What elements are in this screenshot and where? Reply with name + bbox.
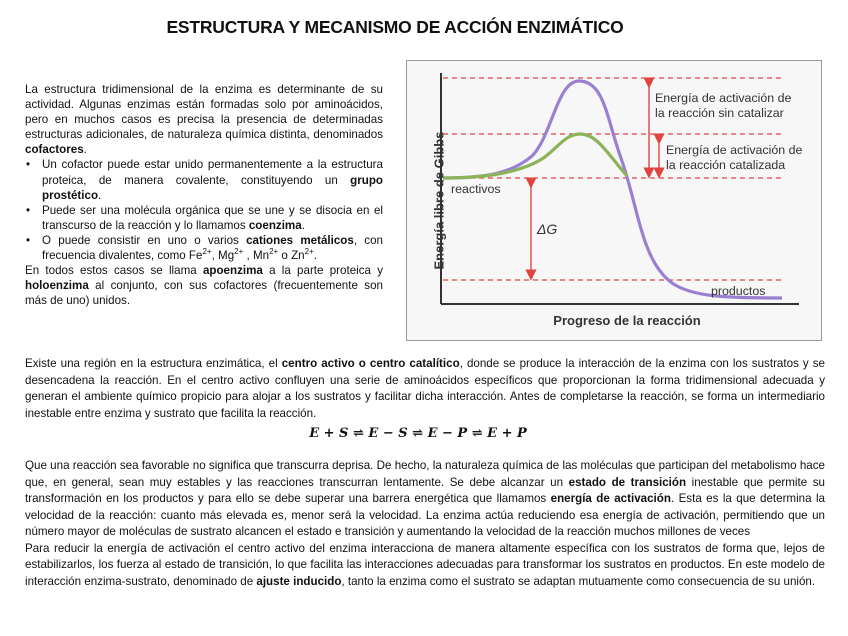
catalyzed-energy-label: Energía de activación de la reacción catalizada (666, 143, 803, 172)
activation-energy-figure (406, 60, 822, 341)
list-item: • Puede ser una molécula orgánica que se une y se disocia en el transcurso de la reacción y lo llamamos coenzima. (25, 203, 383, 233)
term-apoenzima: apoenzima (202, 264, 263, 278)
cofactor-list (25, 157, 383, 263)
page-title: ESTRUCTURA Y MECANISMO DE ACCIÓN ENZIMÁTICO (166, 17, 624, 37)
list-item: • O puede consistir en uno o varios cationes metálicos, con frecuencia divalentes, como $Fe^{2+}$, $Mg^{2+}$ , $Mn^{2+}$ o $Zn^{2+}$. (25, 233, 383, 263)
active-site-paragraph: Existe una región en la estructura enzimática, el centro activo o centro catalítico, donde se produce la interacción de la enzima con los sustratos y se desencadena la reacción. En el centro activo confluyen una serie de aminoácidos específicos que proporcionan la forma tridimensional adecuada y generan el ambiente químico propicio para alojar a los sustratos y facilitar dicha interacción. Antes de completarse la reacción, se forma un intermediario inestable entre enzima y sustrato que facilita la reacción. (25, 357, 826, 420)
x-axis-label: Progreso de la reacción (553, 313, 701, 328)
intro-paragraph: La estructura tridimensional de la enzima es determinante de su actividad. Algunas enzimas están formadas solo por aminoácidos, pero en muchos casos es precisa la presencia de determinadas estructuras adicionales, de naturaleza química distinta, denominados cofactores. (25, 83, 383, 157)
catalyzed-curve (443, 134, 627, 178)
term-holoenzima: holoenzima (25, 279, 89, 293)
term-cofactores: cofactores (25, 143, 84, 157)
uncatalyzed-energy-label: Energía de activación de la reacción sin catalizar (655, 91, 792, 120)
induced-fit-paragraph: Para reducir la energía de activación el centro activo del enzima interacciona de manera altamente específica con los sustratos de forma que, lejos de estabilizarlos, los fuerza al estado de transición, lo que facilita las interacciones adecuadas para transformar los sustratos en productos. En este modelo de interacción enzima-sustrato, denominado de ajuste inducido, tanto la enzima como el sustrato se adaptan mutuamente como consecuencia de su unión. (25, 541, 825, 588)
y-axis-label: Energía libre de Gibbs (431, 131, 447, 270)
list-item: • Un cofactor puede estar unido permanentemente a la estructura proteica, de manera covalente, constituyendo un grupo prostético. (25, 157, 383, 202)
delta-g-label: ΔG (537, 221, 558, 237)
term-coenzima: coenzima (248, 218, 302, 232)
reaction-equation: E + S ⇌ E − S ⇌ E − P ⇌ E + P (309, 426, 527, 441)
term-ajuste-inducido: ajuste inducido (256, 574, 342, 588)
term-centro-activo: centro activo o centro catalítico (281, 357, 460, 370)
reactants-label: reactivos (451, 182, 501, 196)
activation-energy-paragraph: Que una reacción sea favorable no significa que transcurra deprisa. De hecho, la naturaleza química de las moléculas que participan del metabolismo hace que, en general, sean muy estables y las reacciones transcurran lentamente. Se debe alcanzar un estado de transición inestable que permite su transformación en los productos y para ello se debe superar una barrera energética que llamamos energía de activación. Esta es la que determina la velocidad de la reacción: cuanto más elevada es, menor será la velocidad. La enzima actúa reduciendo esa energía de activación, permitiendo que un número mayor de moléculas de sustrato alcancen el estado e transición y aumentando la velocidad de la reacción muchos millones de veces Para reducir la energía de activación el centro activo del enzima interacciona de manera altamente específica con los sustratos de forma que, lejos de estabilizarlos, los fuerza al estado de transición, lo que facilita las interacciones adecuadas para transformar los sustratos en productos. En este modelo de interacción enzima-sustrato, denominado de ajuste inducido, tanto la enzima como el sustrato se adaptan mutuamente como consecuencia de su unión. (25, 458, 825, 590)
term-energia-activacion: energía de activación (550, 492, 671, 505)
products-label: productos (711, 284, 766, 298)
term-estado-transicion: estado de transición (568, 475, 687, 489)
term-cationes-metalicos: cationes metálicos (246, 233, 354, 247)
term-grupo-prostetico: grupo prostético (42, 173, 383, 202)
apoenzyme-paragraph: En todos estos casos se llama apoenzima a la parte proteica y holoenzima al conjunto, con sus cofactores (frecuentemente son más de uno) unidos. (25, 264, 383, 308)
cofactors-section (25, 82, 383, 308)
